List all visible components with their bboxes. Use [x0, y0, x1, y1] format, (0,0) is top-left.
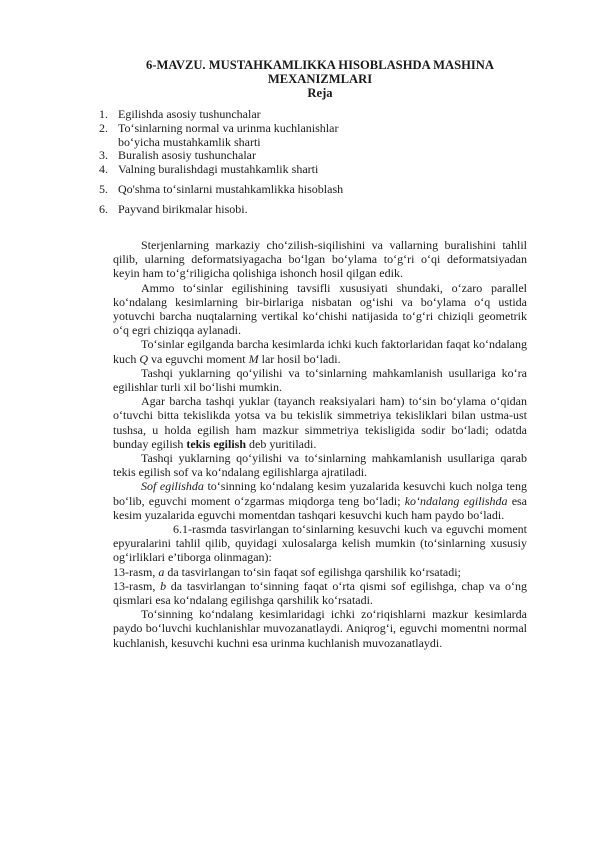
plan-item-number: 4. [99, 162, 108, 177]
text-run: lar hosil bo‘ladi. [258, 351, 341, 366]
text-run: va eguvchi moment [148, 351, 249, 366]
plan-item-text: Qo'shma to‘sinlarni mustahkamlikka hisoblash [118, 181, 344, 196]
paragraph: Tashqi yuklarning qo‘yilishi va to‘sinlarning mahkamlanish usullariga qarab tekis egilish sof va ko‘ndalang egilishlarga ajratiladi. [113, 451, 527, 480]
document-title [100, 58, 540, 86]
plan-item-text: bo‘yicha mustahkamlik sharti [118, 134, 261, 149]
plan-heading: Reja [307, 86, 333, 100]
paragraph [113, 394, 527, 451]
text-run: da tasvirlangan to‘sinning faqat o‘rta qismi sof egilishga, chap va o‘ng qismlari esa ko‘ndalang egilishga qarshilik ko‘rsatadi. [113, 578, 527, 608]
italic-letter: b [160, 578, 167, 593]
plan-item [99, 149, 343, 163]
italic-letter: a [158, 564, 165, 579]
plan-item [99, 163, 343, 177]
plan-item-text: Payvand birikmalar hisobi. [118, 201, 248, 216]
text-run: to‘sinning ko‘ndalang kesim yuzalarida kesuvchi kuch nolga teng bo‘lib, eguvchi moment o‘zgarmas miqdorga teng bo‘ladi; [113, 479, 527, 508]
text-run: da tasvirlangan to‘sin faqat sof egilishga qarshilik ko‘rsatadi; [164, 564, 461, 579]
paragraph [113, 565, 527, 579]
paragraph: 6.1-rasmda tasvirlangan to‘sinlarning kesuvchi kuch va eguvchi moment epyuralarini tahlil qilib, quyidagi xulosalarga kelish mumkin (to‘sinlarning xususiy og‘irliklari e’tiborga olinmagan): [113, 522, 527, 565]
text-run: Agar barcha tashqi yuklar (tayanch reaksiyalari ham) to‘sin bo‘ylama o‘qidan o‘tuvchi bitta tekislikda yotsa va bu tekislik simmetriya tekisliklari bilan ustma-ust tushsa, u holda egilish ham mazkur simmetriya tekisligida sodir bo‘ladi; odatda bunday egilish [113, 394, 527, 451]
plan-item-number: 1. [99, 107, 108, 121]
plan-item [99, 122, 343, 150]
text-run: 13-rasm, [113, 578, 161, 593]
plan-list [99, 108, 343, 217]
paragraph: To‘sinning ko‘ndalang kesimlaridagi ichki zo‘riqishlarni mazkur kesimlarda paydo bo‘luvchi kuchlanishlar muvozanatlaydi. Aniqrog‘i, eguvchi momentni normal kuchlanish, kesuvchi kuchni esa urinma kuchlanish muvozanatlaydi. [113, 607, 527, 650]
plan-item-number: 6. [99, 201, 108, 216]
paragraph: Ammo to‘sinlar egilishining tavsifli xususiyati shundaki, o‘zaro parallel ko‘ndalang kesimlarning bir-birlariga nisbatan og‘ishi va bo‘ylama o‘q ustida yotuvchi barcha nuqtalarning vertikal ko‘chishi natijasida to‘g‘ri chiziqli geometrik o‘q egri chiziqqa aylanadi. [113, 280, 527, 338]
italic-term: ko‘ndalang egilishda [404, 493, 508, 508]
paragraph: Tashqi yuklarning qo‘yilishi va to‘sinlarning mahkamlanish usullariga ko‘ra egilishlar turli xil bo‘lishi mumkin. [113, 365, 527, 395]
text-run: 13-rasm, [113, 564, 159, 579]
plan-item [99, 108, 343, 122]
paragraph [113, 479, 527, 522]
text-run: To‘sinlar egilganda barcha kesimlarda ichki kuch faktorlaridan faqat ko‘ndalang kuch [113, 337, 527, 366]
plan-item-number: 2. [99, 120, 108, 135]
bold-term: tekis egilish [186, 436, 246, 451]
body-text [113, 238, 527, 650]
text-run: deb yuritiladi. [246, 436, 317, 451]
title-line-1: 6-MAVZU. MUSTAHKAMLIKKA HISOBLASHDA MASHINA [146, 58, 494, 72]
plan-item-text: Buralish asosiy tushunchalar [118, 148, 256, 163]
plan-item-number: 5. [99, 181, 108, 196]
paragraph [113, 579, 527, 607]
plan-item [99, 203, 343, 217]
paragraph: Sterjenlarning markaziy cho‘zilish-siqilishini va vallarning buralishini tahlil qilib, ularning deformatsiyagacha bo‘lgan bo‘ylama to‘g‘ri o‘qi deformatsiyadan keyin ham to‘g‘riligicha qolishiga ishonch hosil qilgan edik. [113, 238, 527, 281]
italic-term: Sof egilishda [141, 479, 204, 494]
plan-item-text: Egilishda asosiy tushunchalar [118, 107, 261, 121]
text-run: esa kesim yuzalarida eguvchi momentdan tashqari kesuvchi kuch ham paydo bo‘ladi. [113, 493, 528, 522]
plan-item [99, 183, 343, 197]
plan-item-text: To‘sinlarning normal va urinma kuchlanishlar [118, 120, 339, 135]
symbol-q: Q [139, 351, 148, 366]
symbol-m: M [248, 351, 259, 366]
plan-item-number: 3. [99, 148, 108, 163]
title-line-2: MEXANIZMLARI [267, 72, 373, 86]
plan-item-text: Valning buralishdagi mustahkamlik sharti [118, 162, 319, 177]
paragraph [113, 337, 527, 365]
